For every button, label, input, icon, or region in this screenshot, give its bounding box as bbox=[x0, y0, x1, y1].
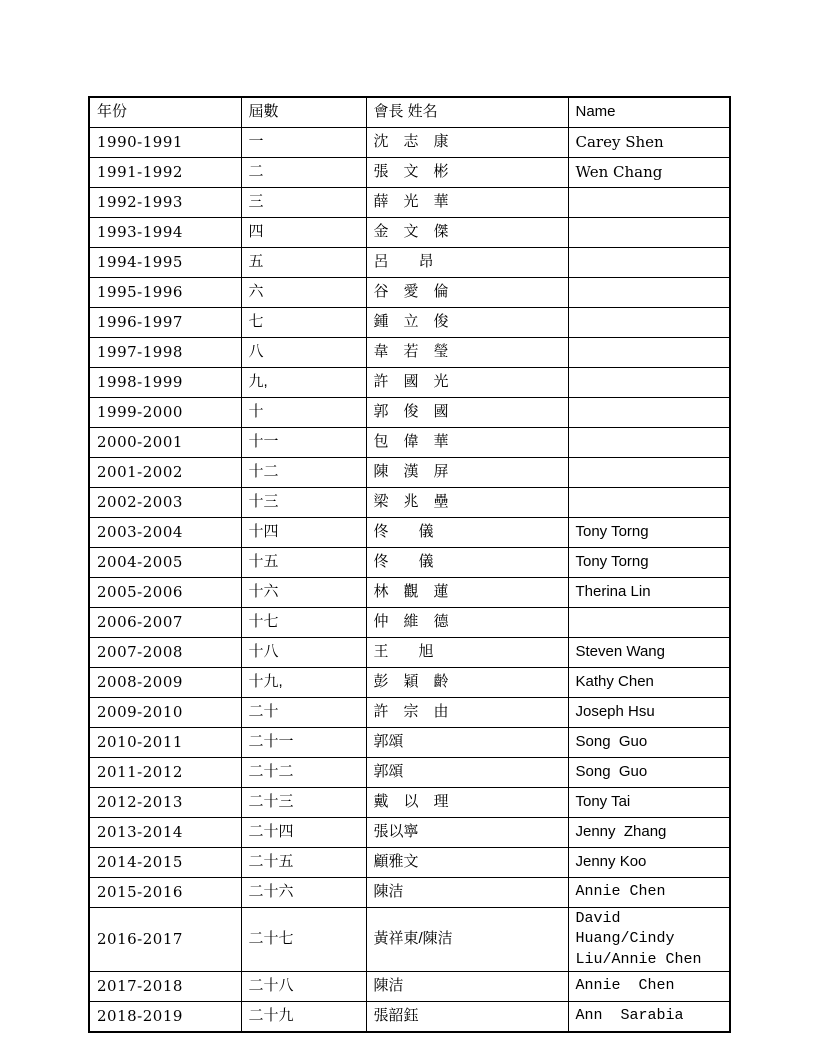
english-name-cell bbox=[568, 488, 730, 518]
header-term: 屆數 bbox=[241, 97, 366, 128]
term-cell: 二十一 bbox=[241, 728, 366, 758]
president-name-cell: 谷 愛 倫 bbox=[366, 278, 568, 308]
table-row bbox=[89, 578, 730, 608]
table-body bbox=[89, 128, 730, 1032]
year-cell: 2004-2005 bbox=[89, 548, 241, 578]
year-cell: 1992-1993 bbox=[89, 188, 241, 218]
table-row bbox=[89, 971, 730, 1001]
year-cell: 2007-2008 bbox=[89, 638, 241, 668]
table-row bbox=[89, 608, 730, 638]
president-name-cell: 沈 志 康 bbox=[366, 128, 568, 158]
president-name-cell: 張以寧 bbox=[366, 818, 568, 848]
english-name-cell: Jenny Koo bbox=[568, 848, 730, 878]
english-name-cell bbox=[568, 308, 730, 338]
english-name-cell bbox=[568, 278, 730, 308]
table-row bbox=[89, 218, 730, 248]
english-name-cell bbox=[568, 338, 730, 368]
president-name-cell: 顧雅文 bbox=[366, 848, 568, 878]
term-cell: 二十七 bbox=[241, 908, 366, 972]
president-name-cell: 彭 穎 齡 bbox=[366, 668, 568, 698]
term-cell: 二十六 bbox=[241, 878, 366, 908]
year-cell: 2001-2002 bbox=[89, 458, 241, 488]
term-cell: 二十四 bbox=[241, 818, 366, 848]
president-name-cell: 張 文 彬 bbox=[366, 158, 568, 188]
year-cell: 2011-2012 bbox=[89, 758, 241, 788]
year-cell: 2014-2015 bbox=[89, 848, 241, 878]
term-cell: 十七 bbox=[241, 608, 366, 638]
year-cell: 2009-2010 bbox=[89, 698, 241, 728]
year-cell: 1990-1991 bbox=[89, 128, 241, 158]
term-cell: 二十九 bbox=[241, 1001, 366, 1032]
table-row bbox=[89, 818, 730, 848]
table-row bbox=[89, 1001, 730, 1032]
english-name-cell bbox=[568, 218, 730, 248]
year-cell: 1998-1999 bbox=[89, 368, 241, 398]
presidents-table bbox=[88, 96, 731, 1033]
table-row bbox=[89, 788, 730, 818]
year-cell: 1999-2000 bbox=[89, 398, 241, 428]
year-cell: 2003-2004 bbox=[89, 518, 241, 548]
year-cell: 2018-2019 bbox=[89, 1001, 241, 1032]
term-cell: 二十 bbox=[241, 698, 366, 728]
president-name-cell: 許 國 光 bbox=[366, 368, 568, 398]
year-cell: 1997-1998 bbox=[89, 338, 241, 368]
term-cell: 四 bbox=[241, 218, 366, 248]
table-row bbox=[89, 758, 730, 788]
table-row bbox=[89, 158, 730, 188]
year-cell: 2002-2003 bbox=[89, 488, 241, 518]
term-cell: 九, bbox=[241, 368, 366, 398]
president-name-cell: 黃祥東/陳洁 bbox=[366, 908, 568, 972]
table-row bbox=[89, 728, 730, 758]
term-cell: 十五 bbox=[241, 548, 366, 578]
year-cell: 1995-1996 bbox=[89, 278, 241, 308]
english-name-cell: David Huang/Cindy Liu/Annie Chen bbox=[568, 908, 730, 972]
english-name-cell: Carey Shen bbox=[568, 128, 730, 158]
year-cell: 1996-1997 bbox=[89, 308, 241, 338]
term-cell: 八 bbox=[241, 338, 366, 368]
english-name-cell bbox=[568, 368, 730, 398]
president-name-cell: 郭頌 bbox=[366, 728, 568, 758]
year-cell: 2016-2017 bbox=[89, 908, 241, 972]
table-row bbox=[89, 518, 730, 548]
table-row bbox=[89, 878, 730, 908]
term-cell: 二十二 bbox=[241, 758, 366, 788]
term-cell: 十三 bbox=[241, 488, 366, 518]
header-year: 年份 bbox=[89, 97, 241, 128]
president-name-cell: 許 宗 由 bbox=[366, 698, 568, 728]
table-row bbox=[89, 848, 730, 878]
president-name-cell: 梁 兆 壘 bbox=[366, 488, 568, 518]
president-name-cell: 戴 以 理 bbox=[366, 788, 568, 818]
table-row bbox=[89, 548, 730, 578]
english-name-cell: Steven Wang bbox=[568, 638, 730, 668]
president-name-cell: 張韶鈺 bbox=[366, 1001, 568, 1032]
term-cell: 三 bbox=[241, 188, 366, 218]
year-cell: 1993-1994 bbox=[89, 218, 241, 248]
term-cell: 十 bbox=[241, 398, 366, 428]
table-row bbox=[89, 488, 730, 518]
english-name-cell bbox=[568, 458, 730, 488]
term-cell: 五 bbox=[241, 248, 366, 278]
year-cell: 2000-2001 bbox=[89, 428, 241, 458]
president-name-cell: 韋 若 瑩 bbox=[366, 338, 568, 368]
president-name-cell: 鍾 立 俊 bbox=[366, 308, 568, 338]
term-cell: 十一 bbox=[241, 428, 366, 458]
term-cell: 十八 bbox=[241, 638, 366, 668]
english-name-cell: Annie Chen bbox=[568, 971, 730, 1001]
table-row bbox=[89, 908, 730, 972]
president-name-cell: 仲 維 德 bbox=[366, 608, 568, 638]
english-name-cell: Tony Tai bbox=[568, 788, 730, 818]
president-name-cell: 林 觀 蓮 bbox=[366, 578, 568, 608]
term-cell: 十九, bbox=[241, 668, 366, 698]
year-cell: 1991-1992 bbox=[89, 158, 241, 188]
english-name-cell: Joseph Hsu bbox=[568, 698, 730, 728]
english-name-cell bbox=[568, 428, 730, 458]
term-cell: 一 bbox=[241, 128, 366, 158]
president-name-cell: 佟 儀 bbox=[366, 548, 568, 578]
year-cell: 2012-2013 bbox=[89, 788, 241, 818]
english-name-cell bbox=[568, 608, 730, 638]
term-cell: 二十三 bbox=[241, 788, 366, 818]
term-cell: 七 bbox=[241, 308, 366, 338]
table-row bbox=[89, 698, 730, 728]
term-cell: 二 bbox=[241, 158, 366, 188]
english-name-cell bbox=[568, 398, 730, 428]
english-name-cell: Wen Chang bbox=[568, 158, 730, 188]
table-row bbox=[89, 368, 730, 398]
table-row bbox=[89, 638, 730, 668]
year-cell: 1994-1995 bbox=[89, 248, 241, 278]
english-name-cell: Ann Sarabia bbox=[568, 1001, 730, 1032]
table-row bbox=[89, 428, 730, 458]
president-name-cell: 郭頌 bbox=[366, 758, 568, 788]
header-row bbox=[89, 97, 730, 128]
year-cell: 2015-2016 bbox=[89, 878, 241, 908]
year-cell: 2010-2011 bbox=[89, 728, 241, 758]
english-name-cell: Song Guo bbox=[568, 758, 730, 788]
term-cell: 六 bbox=[241, 278, 366, 308]
term-cell: 二十八 bbox=[241, 971, 366, 1001]
table-row bbox=[89, 398, 730, 428]
term-cell: 十六 bbox=[241, 578, 366, 608]
year-cell: 2017-2018 bbox=[89, 971, 241, 1001]
president-name-cell: 王 旭 bbox=[366, 638, 568, 668]
year-cell: 2005-2006 bbox=[89, 578, 241, 608]
table-row bbox=[89, 308, 730, 338]
president-name-cell: 郭 俊 國 bbox=[366, 398, 568, 428]
table-row bbox=[89, 338, 730, 368]
english-name-cell: Song Guo bbox=[568, 728, 730, 758]
table-row bbox=[89, 668, 730, 698]
president-name-cell: 薛 光 華 bbox=[366, 188, 568, 218]
term-cell: 十二 bbox=[241, 458, 366, 488]
english-name-cell: Tony Torng bbox=[568, 548, 730, 578]
president-name-cell: 陳洁 bbox=[366, 878, 568, 908]
english-name-cell: Annie Chen bbox=[568, 878, 730, 908]
table-row bbox=[89, 278, 730, 308]
table-row bbox=[89, 188, 730, 218]
header-name: Name bbox=[568, 97, 730, 128]
english-name-cell bbox=[568, 188, 730, 218]
header-president: 會長 姓名 bbox=[366, 97, 568, 128]
term-cell: 十四 bbox=[241, 518, 366, 548]
year-cell: 2006-2007 bbox=[89, 608, 241, 638]
president-name-cell: 陳 漢 屏 bbox=[366, 458, 568, 488]
table-row bbox=[89, 248, 730, 278]
table-row bbox=[89, 128, 730, 158]
president-name-cell: 金 文 傑 bbox=[366, 218, 568, 248]
english-name-cell: Therina Lin bbox=[568, 578, 730, 608]
english-name-cell bbox=[568, 248, 730, 278]
term-cell: 二十五 bbox=[241, 848, 366, 878]
year-cell: 2008-2009 bbox=[89, 668, 241, 698]
table-row bbox=[89, 458, 730, 488]
english-name-cell: Jenny Zhang bbox=[568, 818, 730, 848]
english-name-cell: Kathy Chen bbox=[568, 668, 730, 698]
president-name-cell: 呂 昂 bbox=[366, 248, 568, 278]
president-name-cell: 陳洁 bbox=[366, 971, 568, 1001]
english-name-cell: Tony Torng bbox=[568, 518, 730, 548]
year-cell: 2013-2014 bbox=[89, 818, 241, 848]
president-name-cell: 佟 儀 bbox=[366, 518, 568, 548]
president-name-cell: 包 偉 華 bbox=[366, 428, 568, 458]
